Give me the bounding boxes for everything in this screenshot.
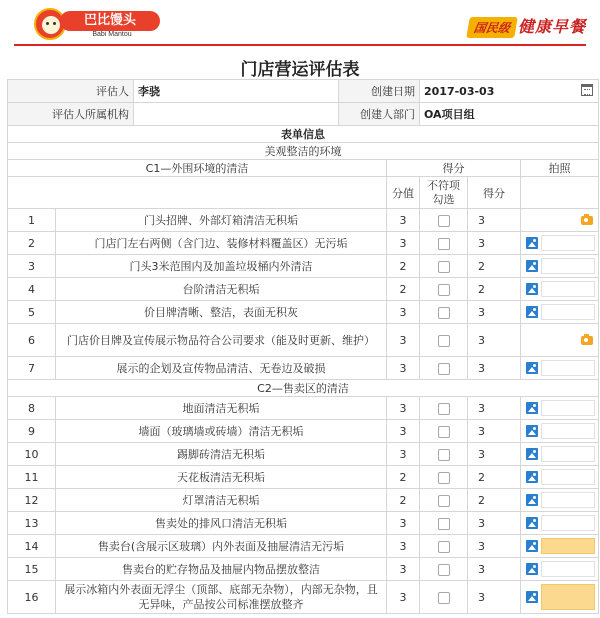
- row-points: 3: [387, 209, 420, 232]
- row-photo: [521, 489, 599, 512]
- row-points: 3: [387, 420, 420, 443]
- row-item: 门头3米范围内及加盖垃圾桶内外清洁: [56, 255, 387, 278]
- row-photo: [521, 357, 599, 380]
- row-points: 3: [387, 512, 420, 535]
- row-na: [420, 420, 468, 443]
- section-title: 表单信息: [8, 126, 599, 143]
- row-na: [420, 255, 468, 278]
- image-icon[interactable]: [526, 260, 538, 272]
- row-points: 3: [387, 301, 420, 324]
- row-score: 3: [468, 324, 521, 357]
- na-checkbox[interactable]: [438, 335, 450, 347]
- evaluation-form: [7, 79, 599, 614]
- row-score: 2: [468, 466, 521, 489]
- row-number: 9: [8, 420, 56, 443]
- row-item: 门头招牌、外部灯箱清洁无积垢: [56, 209, 387, 232]
- row-item: 售卖台的贮存物品及抽屉内物品摆放整洁: [56, 558, 387, 581]
- table-row: [8, 581, 599, 614]
- image-icon[interactable]: [526, 237, 538, 249]
- row-na: [420, 535, 468, 558]
- photo-thumbnail[interactable]: [541, 400, 595, 416]
- row-score: 2: [468, 255, 521, 278]
- table-row: [8, 255, 599, 278]
- image-icon[interactable]: [526, 494, 538, 506]
- row-points: 3: [387, 357, 420, 380]
- row-item: 墙面（玻璃墙或砖墙）清洁无积垢: [56, 420, 387, 443]
- na-checkbox[interactable]: [438, 426, 450, 438]
- photo-thumbnail[interactable]: [541, 492, 595, 508]
- row-na: [420, 301, 468, 324]
- na-checkbox[interactable]: [438, 261, 450, 273]
- row-score: 3: [468, 558, 521, 581]
- created-date-value: 2017-03-03: [424, 84, 495, 98]
- row-photo: [521, 324, 599, 357]
- row-photo: [521, 535, 599, 558]
- row-score: 3: [468, 397, 521, 420]
- brand-logo: [34, 8, 162, 40]
- table-row: [8, 232, 599, 255]
- col-photo: 拍照: [521, 160, 599, 177]
- row-score: 3: [468, 357, 521, 380]
- creator-dept-value: OA项目组: [420, 103, 599, 126]
- row-number: 8: [8, 397, 56, 420]
- header-spacer: [8, 177, 387, 209]
- image-icon[interactable]: [526, 591, 538, 603]
- camera-icon[interactable]: [581, 216, 593, 225]
- row-points: 2: [387, 278, 420, 301]
- image-icon[interactable]: [526, 517, 538, 529]
- row-na: [420, 558, 468, 581]
- row-na: [420, 489, 468, 512]
- col-score-group: 得分: [387, 160, 521, 177]
- row-number: 1: [8, 209, 56, 232]
- row-na: [420, 512, 468, 535]
- created-date-field[interactable]: [420, 80, 599, 103]
- na-checkbox[interactable]: [438, 449, 450, 461]
- row-na: [420, 278, 468, 301]
- page-title: 门店营运评估表: [240, 60, 360, 80]
- na-checkbox[interactable]: [438, 541, 450, 553]
- row-photo: [521, 581, 599, 614]
- na-checkbox[interactable]: [438, 472, 450, 484]
- row-points: 3: [387, 443, 420, 466]
- image-icon[interactable]: [526, 283, 538, 295]
- row-points: 2: [387, 466, 420, 489]
- row-item: 售卖处的排风口清洁无积垢: [56, 512, 387, 535]
- na-checkbox[interactable]: [438, 592, 450, 604]
- row-points: 2: [387, 489, 420, 512]
- row-photo: [521, 301, 599, 324]
- table-row: [8, 357, 599, 380]
- row-points: 3: [387, 535, 420, 558]
- row-number: 7: [8, 357, 56, 380]
- c1-title: C1—外围环境的清洁: [8, 160, 387, 177]
- na-checkbox[interactable]: [438, 403, 450, 415]
- row-item: 门店价目牌及宣传展示物品符合公司要求（能及时更新、维护）: [56, 324, 387, 357]
- row-photo: [521, 466, 599, 489]
- row-score: 2: [468, 489, 521, 512]
- row-photo: [521, 278, 599, 301]
- image-icon[interactable]: [526, 471, 538, 483]
- row-score: 3: [468, 209, 521, 232]
- row-item: 踢脚砖清洁无积垢: [56, 443, 387, 466]
- photo-thumbnail[interactable]: [541, 423, 595, 439]
- evaluator-label: 评估人: [8, 80, 134, 103]
- row-photo: [521, 443, 599, 466]
- row-points: 3: [387, 558, 420, 581]
- table-row: [8, 443, 599, 466]
- row-number: 10: [8, 443, 56, 466]
- row-item: 台阶清洁无积垢: [56, 278, 387, 301]
- image-icon[interactable]: [526, 402, 538, 414]
- photo-thumbnail[interactable]: [541, 304, 595, 320]
- table-row: [8, 512, 599, 535]
- image-icon[interactable]: [526, 425, 538, 437]
- row-score: 3: [468, 232, 521, 255]
- slogan: [468, 14, 586, 36]
- row-points: 2: [387, 255, 420, 278]
- col-points: 分值: [387, 177, 420, 209]
- row-item: 价目牌清晰、整洁，表面无积灰: [56, 301, 387, 324]
- org-value: [134, 103, 339, 126]
- slogan-text: 健康早餐: [517, 17, 586, 36]
- row-photo: [521, 232, 599, 255]
- photo-thumbnail[interactable]: [541, 235, 595, 251]
- row-na: [420, 209, 468, 232]
- row-points: 3: [387, 397, 420, 420]
- row-score: 3: [468, 512, 521, 535]
- col-na: 不符项 勾选: [420, 177, 468, 209]
- c2-title: C2—售卖区的清洁: [8, 380, 599, 397]
- row-item: 展示的企划及宣传物品清洁、无卷边及破损: [56, 357, 387, 380]
- row-photo: [521, 512, 599, 535]
- row-points: 3: [387, 324, 420, 357]
- created-date-label: 创建日期: [339, 80, 420, 103]
- photo-thumbnail[interactable]: [541, 446, 595, 462]
- row-number: 6: [8, 324, 56, 357]
- row-points: 3: [387, 581, 420, 614]
- row-photo: [521, 255, 599, 278]
- org-label: 评估人所属机构: [8, 103, 134, 126]
- photo-thumbnail[interactable]: [541, 360, 595, 376]
- photo-thumbnail[interactable]: [541, 538, 595, 554]
- row-na: [420, 324, 468, 357]
- na-checkbox[interactable]: [438, 307, 450, 319]
- image-icon[interactable]: [526, 563, 538, 575]
- na-checkbox[interactable]: [438, 284, 450, 296]
- header-divider: [14, 44, 586, 46]
- na-checkbox[interactable]: [438, 238, 450, 250]
- photo-thumbnail[interactable]: [541, 258, 595, 274]
- row-number: 15: [8, 558, 56, 581]
- row-number: 4: [8, 278, 56, 301]
- row-item: 售卖台(含展示区玻璃）内外表面及抽屉清洁无污垢: [56, 535, 387, 558]
- row-number: 11: [8, 466, 56, 489]
- col-score: 得分: [468, 177, 521, 209]
- row-item: 地面清洁无积垢: [56, 397, 387, 420]
- row-item: 天花板清洁无积垢: [56, 466, 387, 489]
- table-row: [8, 489, 599, 512]
- slogan-badge: 国民级: [466, 17, 518, 38]
- table-row: [8, 466, 599, 489]
- row-score: 3: [468, 301, 521, 324]
- row-number: 5: [8, 301, 56, 324]
- photo-thumbnail[interactable]: [541, 584, 595, 610]
- photo-thumbnail[interactable]: [541, 469, 595, 485]
- row-number: 16: [8, 581, 56, 614]
- evaluator-value: 李骁: [134, 80, 339, 103]
- table-row: [8, 535, 599, 558]
- row-item: 灯罩清洁无积垢: [56, 489, 387, 512]
- row-score: 3: [468, 420, 521, 443]
- image-icon[interactable]: [526, 362, 538, 374]
- photo-thumbnail[interactable]: [541, 281, 595, 297]
- image-icon[interactable]: [526, 448, 538, 460]
- table-row: [8, 420, 599, 443]
- row-score: 3: [468, 581, 521, 614]
- row-number: 2: [8, 232, 56, 255]
- row-number: 12: [8, 489, 56, 512]
- photo-thumbnail[interactable]: [541, 561, 595, 577]
- table-row: [8, 278, 599, 301]
- row-photo: [521, 558, 599, 581]
- row-score: 3: [468, 535, 521, 558]
- row-number: 13: [8, 512, 56, 535]
- row-na: [420, 443, 468, 466]
- calendar-icon[interactable]: [581, 84, 593, 96]
- na-checkbox[interactable]: [438, 215, 450, 227]
- logo-text: 巴比馒头: [60, 11, 160, 31]
- na-checkbox[interactable]: [438, 518, 450, 530]
- creator-dept-label: 创建人部门: [339, 103, 420, 126]
- na-checkbox[interactable]: [438, 495, 450, 507]
- row-number: 14: [8, 535, 56, 558]
- na-checkbox[interactable]: [438, 363, 450, 375]
- row-item: 展示冰箱内外表面无浮尘（顶部、底部无杂物），内部无杂物，且无异味，产品按公司标准摆放整齐: [56, 581, 387, 614]
- row-photo: [521, 420, 599, 443]
- table-row: [8, 558, 599, 581]
- row-na: [420, 466, 468, 489]
- image-icon[interactable]: [526, 540, 538, 552]
- row-na: [420, 357, 468, 380]
- row-score: 2: [468, 278, 521, 301]
- row-na: [420, 397, 468, 420]
- category-title: 美观整洁的环境: [8, 143, 599, 160]
- row-number: 3: [8, 255, 56, 278]
- photo-thumbnail[interactable]: [541, 515, 595, 531]
- row-na: [420, 232, 468, 255]
- row-photo: [521, 209, 599, 232]
- table-row: [8, 324, 599, 357]
- photo-spacer: [521, 177, 599, 209]
- row-score: 3: [468, 443, 521, 466]
- table-row: [8, 397, 599, 420]
- row-item: 门店门左右两侧（含门边、装修材料覆盖区）无污垢: [56, 232, 387, 255]
- camera-icon[interactable]: [581, 336, 593, 345]
- row-photo: [521, 397, 599, 420]
- logo-subtitle: Babi Mantou: [92, 31, 132, 38]
- page-header: [0, 0, 600, 46]
- table-row: [8, 301, 599, 324]
- table-row: [8, 209, 599, 232]
- row-na: [420, 581, 468, 614]
- row-points: 3: [387, 232, 420, 255]
- image-icon[interactable]: [526, 306, 538, 318]
- na-checkbox[interactable]: [438, 564, 450, 576]
